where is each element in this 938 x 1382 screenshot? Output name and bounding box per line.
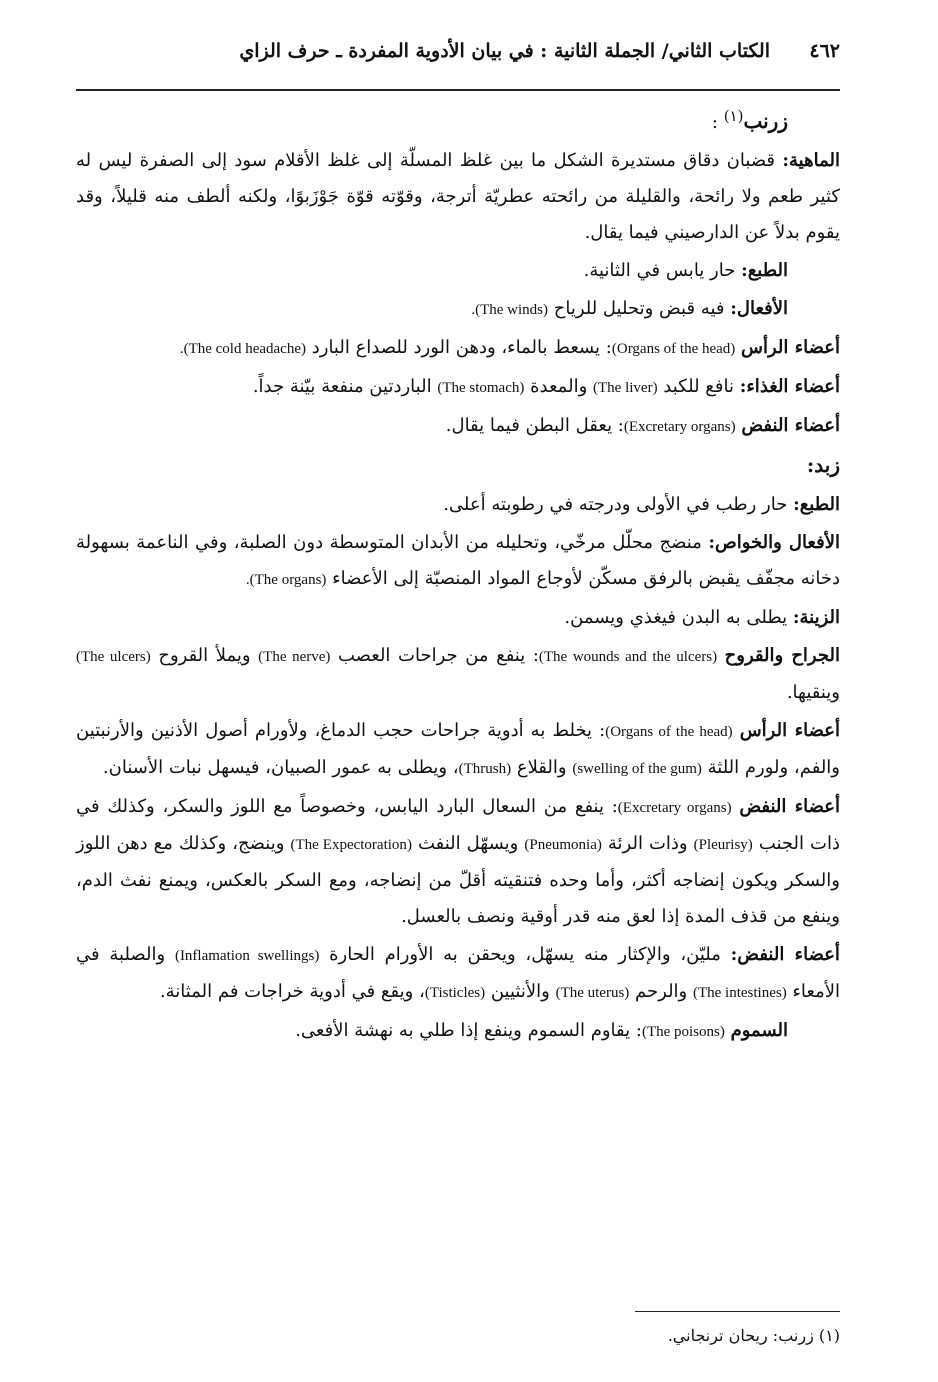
paragraph-label: أعضاء الرأس — [739, 720, 840, 741]
paragraph-label: الجراح والقروح — [724, 645, 840, 666]
paragraph-afal: الأفعال: فيه قبض وتحليل للرياح (The winds). — [471, 298, 788, 319]
footnote-ref: (١) — [723, 107, 744, 125]
paragraph-label: الطبع: — [793, 494, 840, 515]
paragraph-mahiya: الماهية: قضبان دقاق مستديرة الشكل ما بين غلظ المسلّة إلى غلظ الأقلام سود إلى الصفرة ليس له كثير طعم ولا رائحة، والقليلة من رائحته عطريّة أترجة، وقوّته قوّة جَوْزَبوًا، ولكنه ألطف منه قليلاً، وقد يقوم بدلاً عن الدارصيني فيما يقال. — [76, 150, 840, 243]
paragraph-label: السموم — [730, 1020, 788, 1041]
paragraph-label: الأفعال والخواص: — [708, 532, 840, 553]
paragraph-nutrition-organs: أعضاء الغذاء: نافع للكبد (The liver) والمعدة (The stomach) الباردتين منفعة بيّنة جداً. — [252, 376, 840, 397]
paragraph-excretary-organs-2: أعضاء النفض: مليّن، والإكثار منه يسهّل، ويحقن به الأورام الحارة (Inflamation swellings) والصلبة في الأمعاء (The intestines) والرحم (The uterus) والأنثيين (Tisticles)، ويقع في أدوية خراجات فم المثانة. — [76, 944, 840, 1002]
paragraph-label: أعضاء النفض — [739, 796, 841, 817]
running-title: الكتاب الثاني/ الجملة الثانية : في بيان الأدوية المفردة ـ حرف الزاي — [239, 40, 770, 62]
paragraph-label: الزينة: — [792, 607, 840, 628]
paragraph-label: أعضاء الغذاء: — [739, 376, 840, 397]
paragraph-poisons: السموم (The poisons): يقاوم السموم وينفع إذا طلي به نهشة الأفعى. — [295, 1020, 788, 1041]
footnote-rule — [635, 1311, 840, 1312]
paragraph-label: أعضاء الرأس — [741, 337, 840, 358]
book-page — [76, 36, 840, 1356]
entry-heading-zarnab: زرنب$^{(١)}$ : — [711, 107, 788, 133]
paragraph-afal-khawas: الأفعال والخواص: منضج محلّل مرخّي، وتحليله من الأبدان المتوسطة دون الصلبة، وفي الناعمة بسهولة دخانه مجفّف يقبض بالرفق مسكّن لأوجاع المواد المنصبّة إلى الأعضاء (The organs). — [76, 532, 840, 589]
paragraph-tab: الطبع: حار يابس في الثانية. — [583, 260, 788, 281]
paragraph-zeena: الزينة: يطلى به البدن فيغذي ويسمن. — [564, 607, 840, 628]
page-number: ٤٦٢ — [809, 40, 840, 62]
paragraph-label: الماهية: — [782, 150, 840, 171]
page-header — [76, 36, 840, 80]
paragraph-label: أعضاء النفض: — [730, 944, 840, 965]
entry-heading-zubd: زبد: — [806, 453, 840, 477]
footnote-mark: (١) — [818, 1326, 840, 1345]
header-rule — [76, 89, 840, 91]
footnote — [668, 1326, 840, 1345]
footnote-text: زرنب: ريحان ترنجاني. — [667, 1326, 814, 1345]
paragraph-wounds-ulcers: الجراح والقروح (The wounds and the ulcers): ينفع من جراحات العصب (The nerve) ويملأ القروح (The ulcers) وينقيها. — [76, 645, 840, 703]
paragraph-excretary-organs: أعضاء النفض (Excretary organs): يعقل البطن فيما يقال. — [445, 415, 840, 436]
paragraph-excretary-organs: أعضاء النفض (Excretary organs): ينفع من السعال البارد اليابس، وخصوصاً مع اللوز والسكر، وكذلك في ذات الجنب (Pleurisy) وذات الرئة (Pneumonia) ويسهّل النفث (The Expectoration) وينضج، وكذلك مع دهن اللوز والسكر ويكون إنضاجه أكثر، وأما وحده فتنقيته أقلّ من إنضاجه، ومع السكر بالعكس، ويمنع نفث الدم، وينفع من قذف المدة إذا لعق منه قدر أوقية ونصف بالعسل. — [76, 796, 841, 927]
paragraph-head-organs: أعضاء الرأس (Organs of the head): يخلط به أدوية جراحات حجب الدماغ، ولأورام أصول الأذنين والأرنبتين والفم، ولورم اللثة (swelling of the gum) والقلاع (Thrush)، ويطلى به عمور الصبيان، فيسهل نبات الأسنان. — [76, 720, 840, 778]
page-body — [76, 98, 840, 1052]
paragraph-head-organs: أعضاء الرأس (Organs of the head): يسعط بالماء، ودهن الورد للصداع البارد (The cold headache). — [179, 337, 840, 358]
paragraph-tab: الطبع: حار رطب في الأولى ودرجته في رطوبته أعلى. — [443, 494, 840, 515]
paragraph-label: الأفعال: — [730, 298, 788, 319]
paragraph-label: الطبع: — [741, 260, 788, 281]
paragraph-label: أعضاء النفض — [741, 415, 840, 436]
